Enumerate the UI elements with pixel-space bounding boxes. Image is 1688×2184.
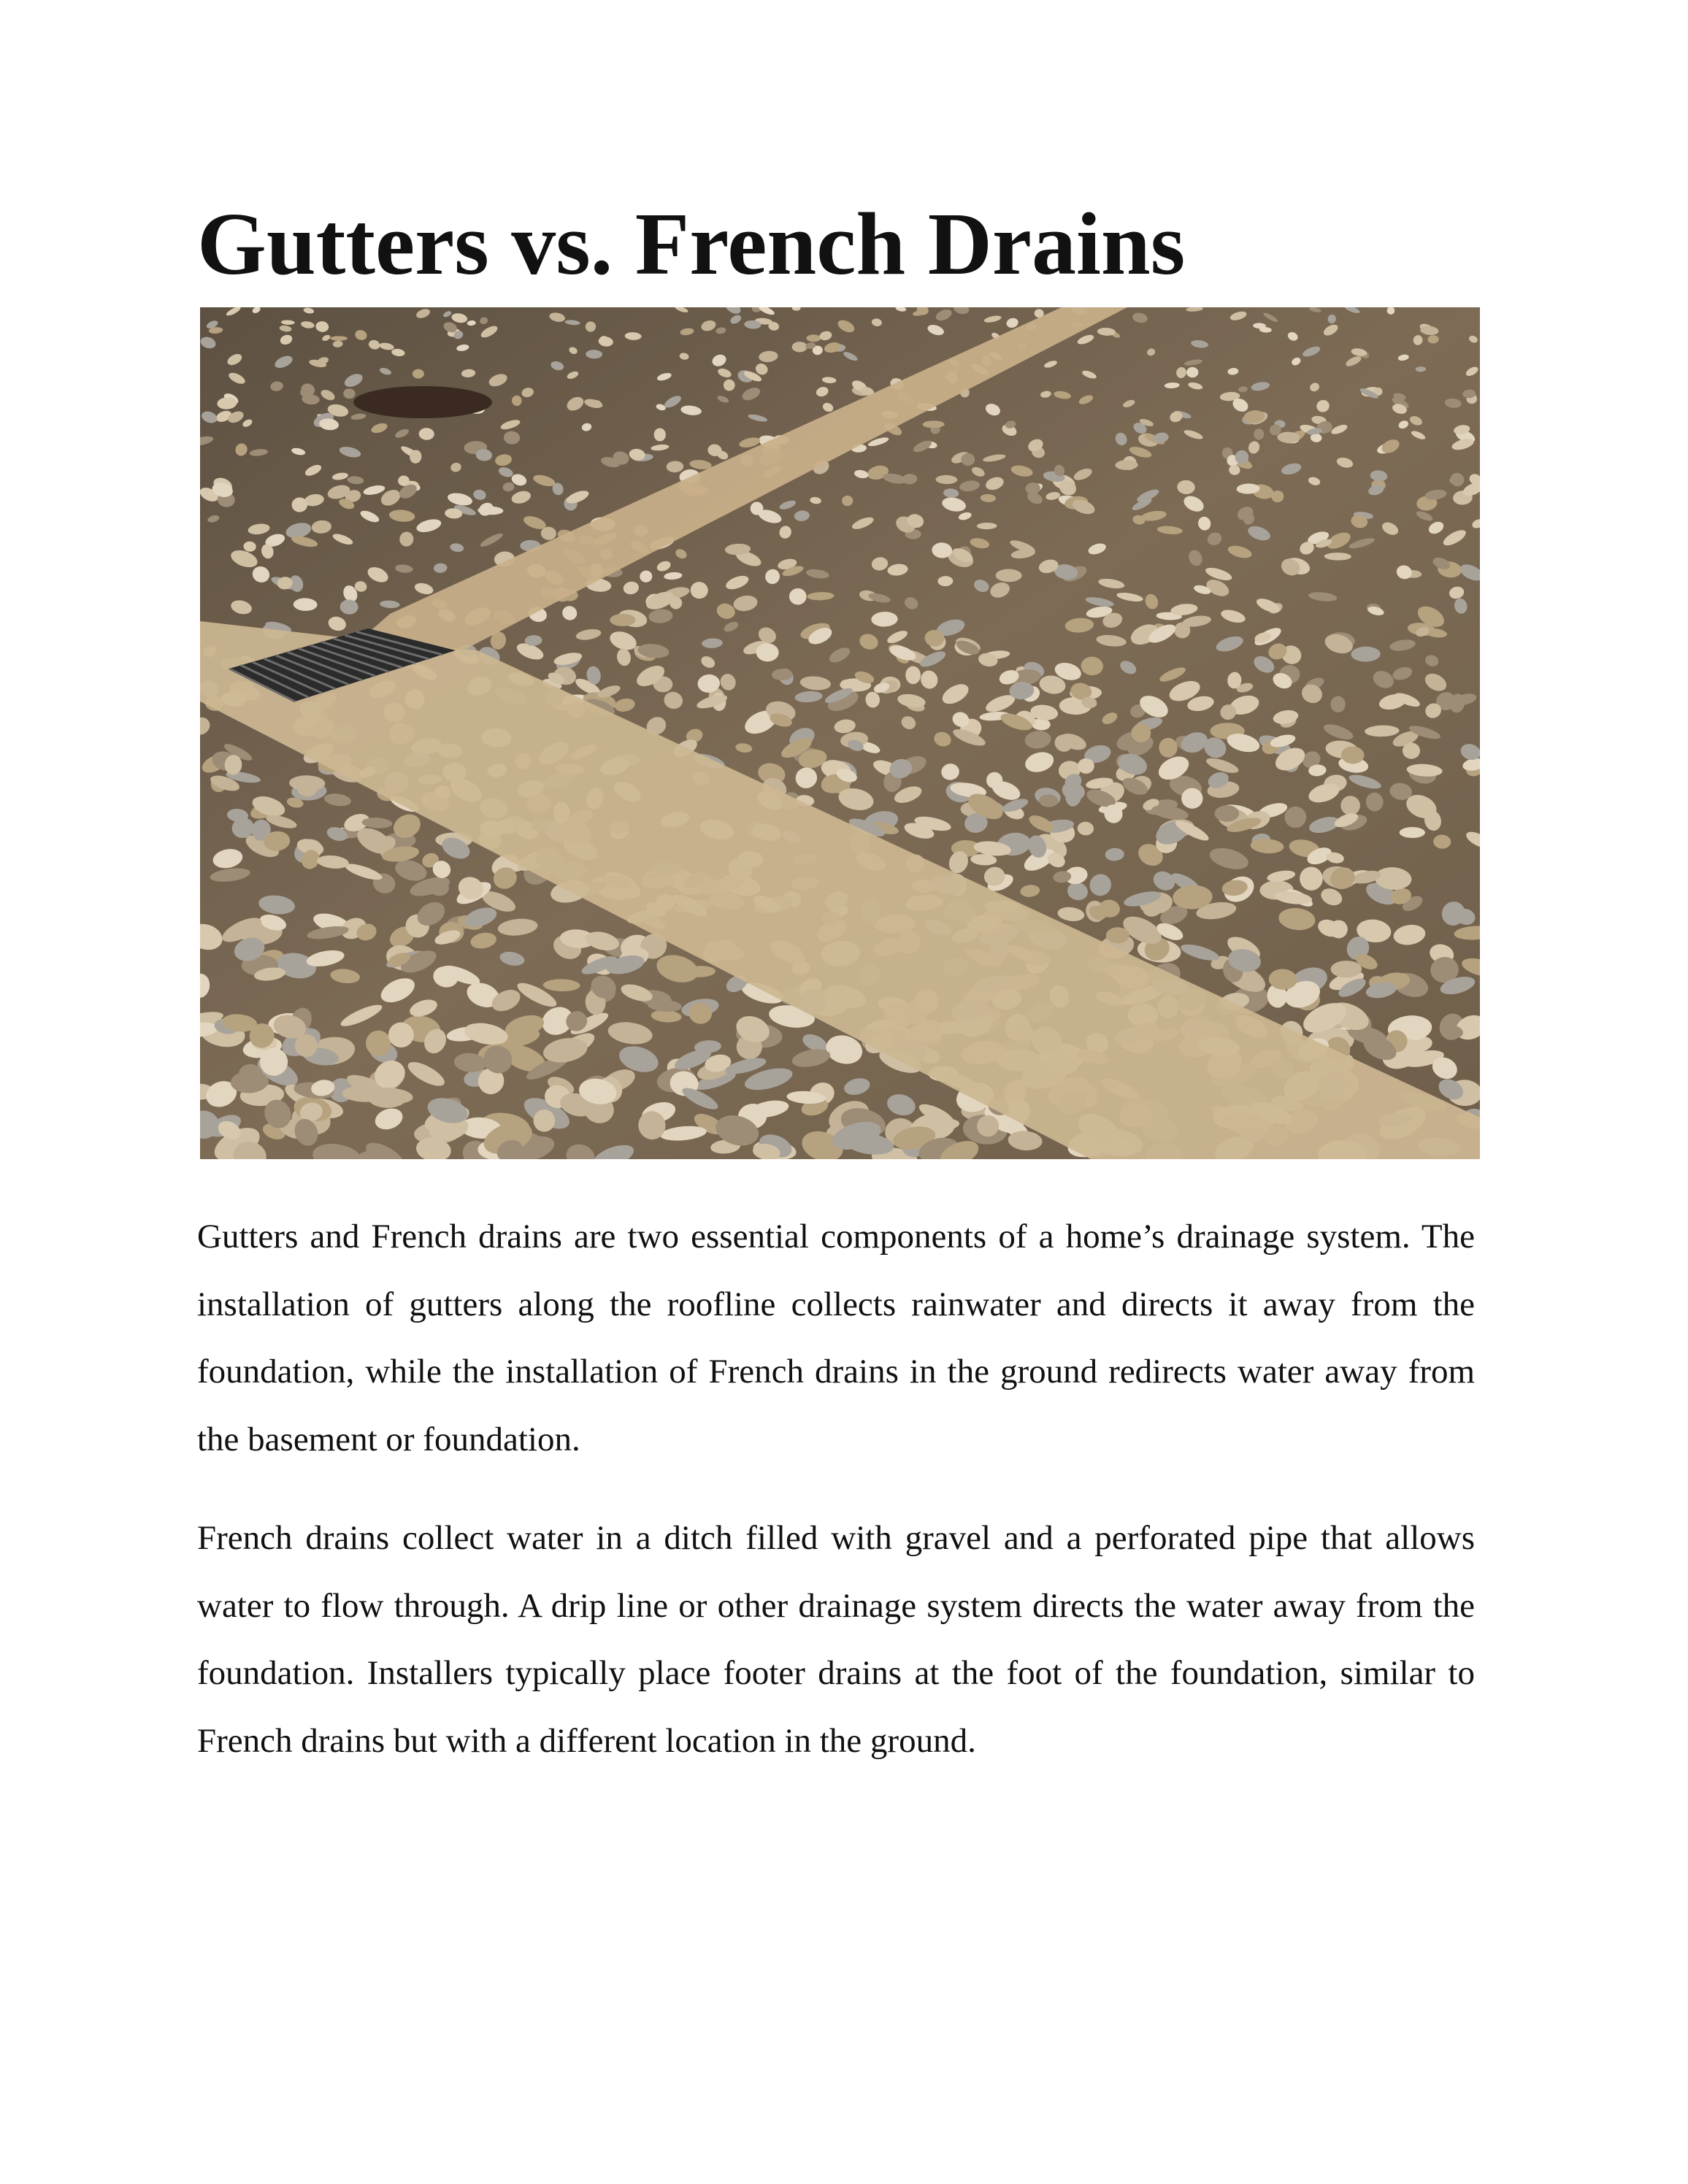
cobblestone	[1330, 961, 1362, 977]
cobblestone-image	[200, 307, 1480, 1159]
manhole-cover	[353, 386, 492, 418]
cobblestone	[1400, 827, 1425, 838]
paragraph: French drains collect water in a ditch filled with gravel and a perforated pipe that allows water to flow through. A drip line or other drainage system directs the water away from the foundation. Installers typically place footer drains at the foot of the foundation, similar to French drains but with a different location in the ground.	[197, 1519, 1475, 1760]
cobblestone	[610, 614, 635, 626]
cobblestone-drain-photo	[200, 307, 1480, 1159]
paragraph: Gutters and French drains are two essential components of a home’s drainage system. The installation of gutters along the roofline collects rainwater and directs it away from the foundation, while the installation of French drains in the ground redirects water away from the basement or foundation.	[197, 1218, 1475, 1458]
cobblestone	[1330, 696, 1345, 712]
cobblestone	[806, 334, 821, 342]
cobblestone	[330, 336, 348, 340]
page-title: Gutters vs. French Drains	[197, 195, 1186, 293]
